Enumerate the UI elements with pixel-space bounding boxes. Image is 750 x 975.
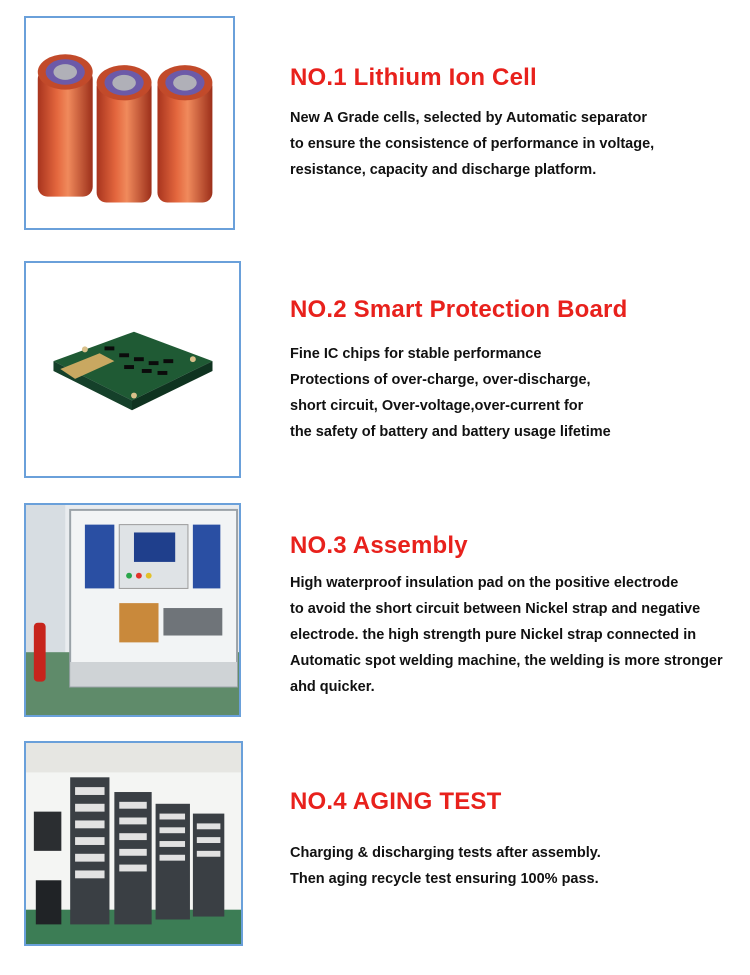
description-line: resistance, capacity and discharge platform. xyxy=(290,162,597,178)
aging-test-photo xyxy=(24,741,243,946)
section-title: NO.3 Assembly xyxy=(290,532,468,559)
section-description xyxy=(290,570,723,700)
assembly-machine-image xyxy=(26,505,239,715)
description-line: short circuit, Over-voltage,over-current for xyxy=(290,398,584,414)
section-aging-test xyxy=(0,735,750,975)
section-lithium-cell xyxy=(0,0,750,240)
section-description xyxy=(290,840,601,892)
description-line: New A Grade cells, selected by Automatic separator xyxy=(290,110,647,126)
section-protection-board xyxy=(0,250,750,490)
battery-cells-image xyxy=(26,18,233,228)
description-line: High waterproof insulation pad on the positive electrode xyxy=(290,575,679,591)
description-line: the safety of battery and battery usage lifetime xyxy=(290,424,611,440)
description-line: Automatic spot welding machine, the welding is more stronger xyxy=(290,653,723,669)
pcb-image xyxy=(26,263,239,476)
description-line: electrode. the high strength pure Nickel strap connected in xyxy=(290,627,697,643)
section-description xyxy=(290,105,654,183)
description-line: Fine IC chips for stable performance xyxy=(290,346,542,362)
description-line: to avoid the short circuit between Nickel strap and negative xyxy=(290,601,701,617)
section-description xyxy=(290,341,611,445)
lithium-cells-photo xyxy=(24,16,235,230)
aging-cabinets-image xyxy=(26,743,241,944)
welding-machine-photo xyxy=(24,503,241,717)
section-title: NO.2 Smart Protection Board xyxy=(290,296,628,323)
section-assembly xyxy=(0,495,750,725)
description-line: Then aging recycle test ensuring 100% pass. xyxy=(290,871,599,887)
section-title: NO.4 AGING TEST xyxy=(290,788,502,815)
description-line: to ensure the consistence of performance in voltage, xyxy=(290,136,655,152)
description-line: Protections of over-charge, over-discharge, xyxy=(290,372,591,388)
protection-board-photo xyxy=(24,261,241,478)
description-line: ahd quicker. xyxy=(290,679,375,695)
section-title: NO.1 Lithium Ion Cell xyxy=(290,64,537,91)
description-line: Charging & discharging tests after assembly. xyxy=(290,845,601,861)
